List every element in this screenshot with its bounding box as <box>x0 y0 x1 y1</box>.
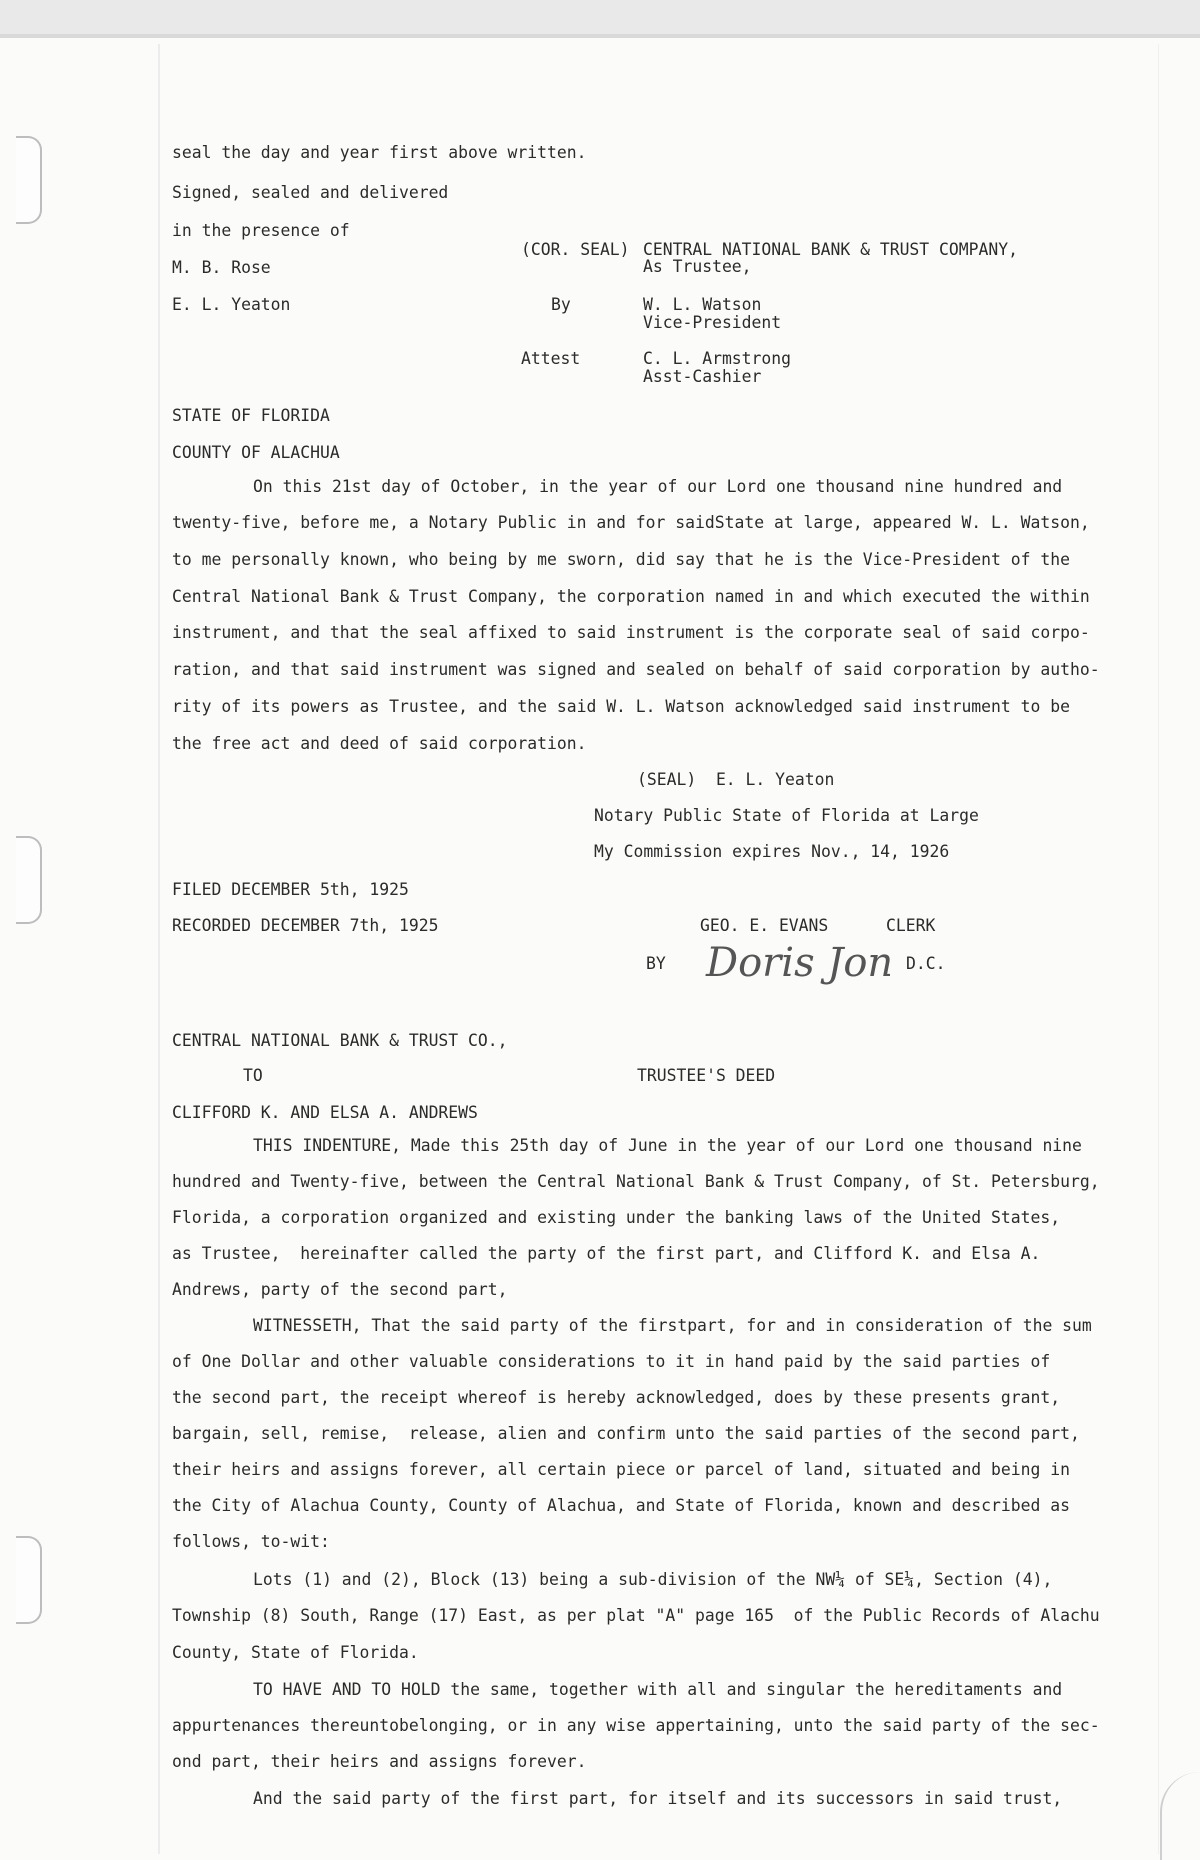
deed-line: the City of Alachua County, County of Alachua, and State of Florida, known and described as <box>172 1496 1070 1515</box>
filed-date: FILED DECEMBER 5th, 1925 <box>172 880 409 899</box>
deed-line: ond part, their heirs and assigns forever. <box>172 1752 587 1771</box>
ack-line: twenty-five, before me, a Notary Public in and for saidState at large, appeared W. L. Watson, <box>172 513 1090 532</box>
deputy-by-label: BY <box>646 954 666 973</box>
deed-line: the second part, the receipt whereof is hereby acknowledged, does by these presents grant, <box>172 1388 1061 1407</box>
attest-name: C. L. Armstrong <box>643 349 792 368</box>
deed-line: Township (8) South, Range (17) East, as per plat "A" page 165 of the Public Records of Alachu <box>172 1606 1100 1625</box>
ack-line: the free act and deed of said corporation. <box>172 734 587 753</box>
notary-title-line: Notary Public State of Florida at Large <box>594 806 979 825</box>
company-name: CENTRAL NATIONAL BANK & TRUST COMPANY, <box>643 240 1018 259</box>
scan-top-edge <box>0 0 1200 34</box>
grantees-heading: CLIFFORD K. AND ELSA A. ANDREWS <box>172 1103 478 1122</box>
attest-title: Asst-Cashier <box>643 367 762 386</box>
company-capacity: As Trustee, <box>643 257 752 276</box>
deputy-signature-text: Doris Jo <box>706 940 868 986</box>
closing-line: seal the day and year first above written. <box>172 143 587 162</box>
ack-line: On this 21st day of October, in the year of our Lord one thousand nine hundred and <box>253 477 1063 496</box>
binder-hole-bottom <box>16 1536 42 1624</box>
deed-line: bargain, sell, remise, release, alien and confirm unto the said parties of the second part, <box>172 1424 1080 1443</box>
deed-line: And the said party of the first part, for itself and its successors in said trust, <box>253 1789 1063 1808</box>
grantor-heading: CENTRAL NATIONAL BANK & TRUST CO., <box>172 1031 508 1050</box>
deed-line: hundred and Twenty-five, between the Central National Bank & Trust Company, of St. Petersburg, <box>172 1172 1100 1191</box>
recorded-date: RECORDED DECEMBER 7th, 1925 <box>172 916 439 935</box>
clerk-title: CLERK <box>886 916 936 935</box>
ack-line: Central National Bank & Trust Company, the corporation named in and which executed the within <box>172 587 1090 606</box>
presence-line: in the presence of <box>172 221 350 240</box>
deed-line: appurtenances thereuntobelonging, or in any wise appertaining, unto the said party of the sec- <box>172 1716 1100 1735</box>
witness-1: M. B. Rose <box>172 258 271 277</box>
deed-line: THIS INDENTURE, Made this 25th day of June in the year of our Lord one thousand nine <box>253 1136 1082 1155</box>
signer-name: W. L. Watson <box>643 295 762 314</box>
ack-line: ration, and that said instrument was signed and sealed on behalf of said corporation by autho- <box>172 660 1100 679</box>
deed-line: of One Dollar and other valuable considerations to it in hand paid by the said parties of <box>172 1352 1051 1371</box>
signer-title: Vice-President <box>643 313 782 332</box>
to-heading: TO <box>243 1066 263 1085</box>
notary-commission-line: My Commission expires Nov., 14, 1926 <box>594 842 950 861</box>
deed-type-heading: TRUSTEE'S DEED <box>637 1066 776 1085</box>
ack-line: to me personally known, who being by me sworn, did say that he is the Vice-President of the <box>172 550 1070 569</box>
binder-hole-top <box>16 136 42 224</box>
binder-hole-middle <box>16 836 42 924</box>
left-margin-rule <box>158 44 160 1854</box>
deed-line: as Trustee, hereinafter called the party of the first part, and Clifford K. and Elsa A. <box>172 1244 1041 1263</box>
clerk-name: GEO. E. EVANS <box>700 916 829 935</box>
page-curl-corner <box>1160 1772 1200 1860</box>
right-margin-rule <box>1158 44 1159 1854</box>
deputy-clerk-signature <box>704 936 890 988</box>
attest-label: Attest <box>521 349 581 368</box>
signed-sealed-line: Signed, sealed and delivered <box>172 183 449 202</box>
witness-2: E. L. Yeaton <box>172 295 291 314</box>
notary-seal-line: (SEAL) E. L. Yeaton <box>637 770 835 789</box>
deed-line: TO HAVE AND TO HOLD the same, together with all and singular the hereditaments and <box>253 1680 1063 1699</box>
deed-line: Lots (1) and (2), Block (13) being a sub-division of the NW¼ of SE¼, Section (4), <box>253 1570 1053 1589</box>
deed-line: WITNESSETH, That the said party of the firstpart, for and in consideration of the sum <box>253 1316 1092 1335</box>
ack-line: instrument, and that the seal affixed to said instrument is the corporate seal of said corpo- <box>172 623 1090 642</box>
deed-line: County, State of Florida. <box>172 1643 419 1662</box>
deed-line: Florida, a corporation organized and existing under the banking laws of the United States, <box>172 1208 1061 1227</box>
deed-line: their heirs and assigns forever, all certain piece or parcel of land, situated and being in <box>172 1460 1070 1479</box>
ack-line: rity of its powers as Trustee, and the said W. L. Watson acknowledged said instrument to be <box>172 697 1070 716</box>
deputy-suffix: D.C. <box>906 954 946 973</box>
by-label: By <box>551 295 571 314</box>
corporate-seal-label: (COR. SEAL) <box>521 240 630 259</box>
county-heading: COUNTY OF ALACHUA <box>172 443 340 462</box>
deed-line: follows, to-wit: <box>172 1532 330 1551</box>
deed-line: Andrews, party of the second part, <box>172 1280 508 1299</box>
state-heading: STATE OF FLORIDA <box>172 406 330 425</box>
